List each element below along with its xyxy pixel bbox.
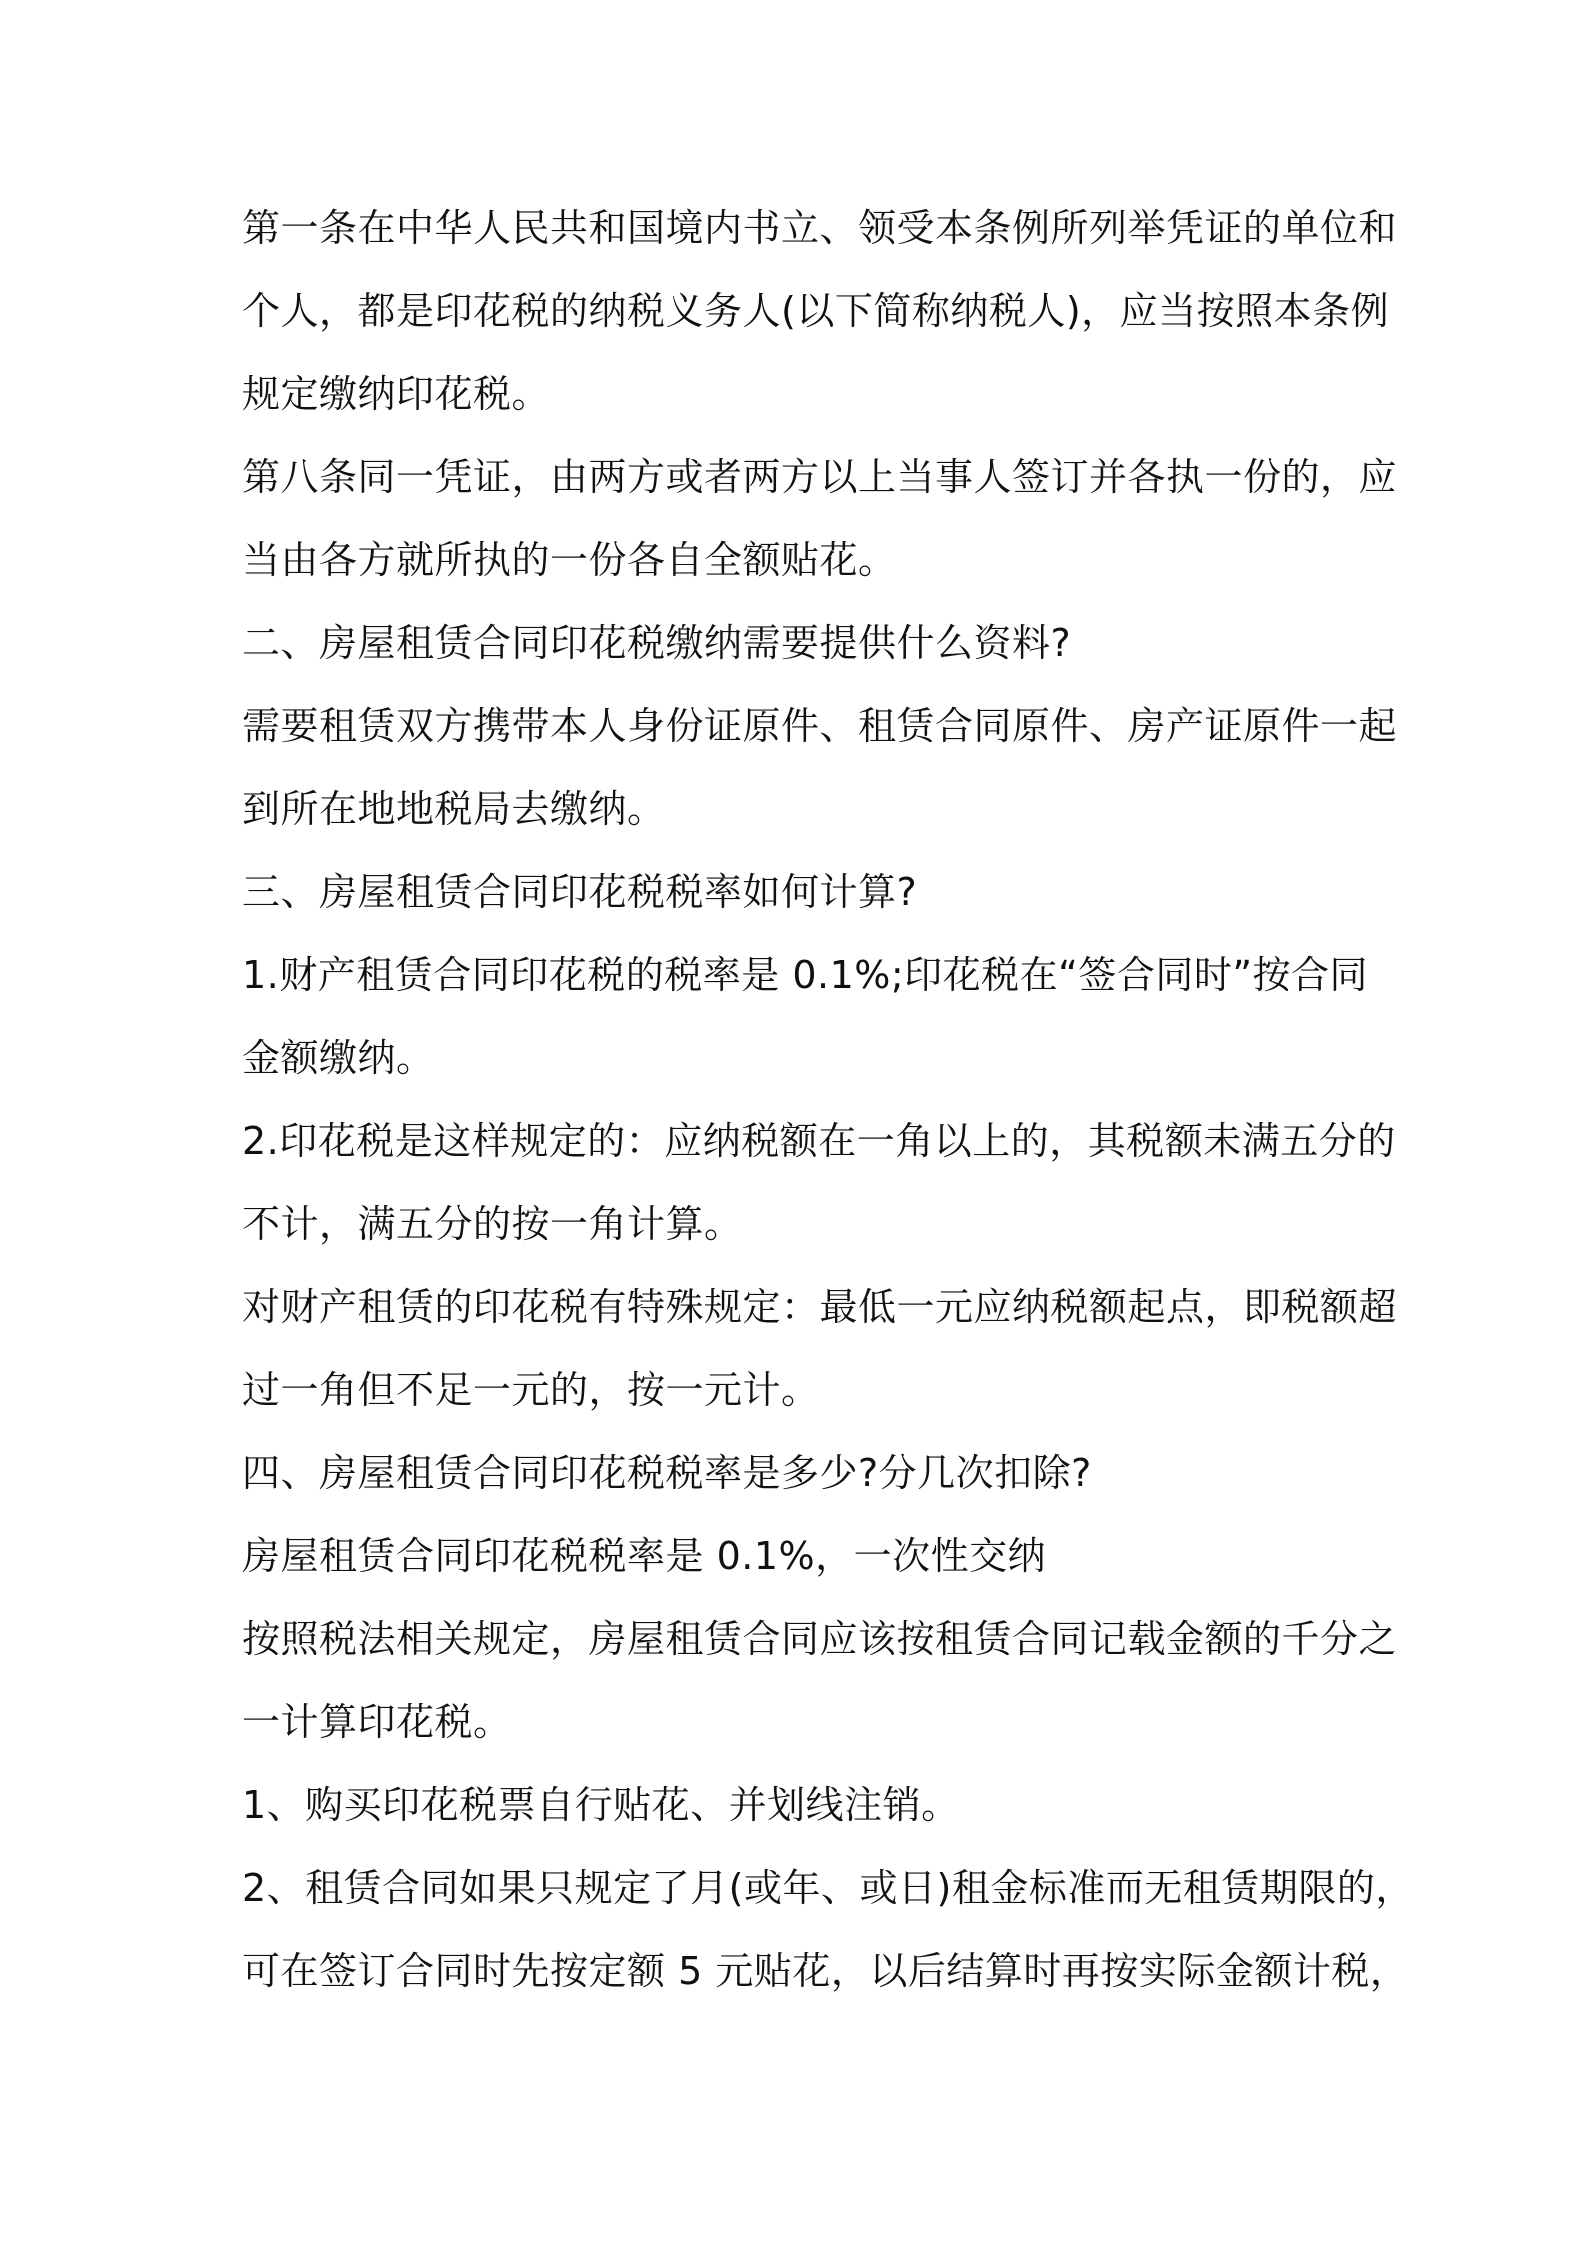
text-line: 当由各方就所执的一份各自全额贴花。 [242,538,897,582]
text-line: 三、房屋租赁合同印花税税率如何计算? [242,870,918,914]
text-line: 四、房屋租赁合同印花税税率是多少?分几次扣除? [242,1451,1092,1495]
text-line: 1.财产租赁合同印花税的税率是 0.1%;印花税在“签合同时”按合同 [242,953,1369,997]
text-line: 可在签订合同时先按定额 5 元贴花，以后结算时再按实际金额计税， [242,1949,1409,1993]
text-line: 1、购买印花税票自行贴花、并划线注销。 [242,1783,960,1827]
text-line: 不计，满五分的按一角计算。 [242,1202,743,1246]
text-line: 第一条在中华人民共和国境内书立、领受本条例所列举凭证的单位和 [242,206,1398,250]
text-line: 二、房屋租赁合同印花税缴纳需要提供什么资料? [242,621,1072,665]
text-line: 第八条同一凭证，由两方或者两方以上当事人签订并各执一份的，应 [242,455,1398,499]
text-line: 个人，都是印花税的纳税义务人(以下简称纳税人)，应当按照本条例 [242,289,1390,333]
text-line: 规定缴纳印花税。 [242,372,551,416]
text-line: 到所在地地税局去缴纳。 [242,787,666,831]
text-line: 2、租赁合同如果只规定了月(或年、或日)租金标准而无租赁期限的， [242,1866,1414,1910]
text-line: 需要租赁双方携带本人身份证原件、租赁合同原件、房产证原件一起 [242,704,1398,748]
text-line: 过一角但不足一元的，按一元计。 [242,1368,820,1412]
text-line: 房屋租赁合同印花税税率是 0.1%，一次性交纳 [242,1534,1047,1578]
text-line: 对财产租赁的印花税有特殊规定：最低一元应纳税额起点，即税额超 [242,1285,1398,1329]
text-line: 按照税法相关规定，房屋租赁合同应该按租赁合同记载金额的千分之 [242,1617,1398,1661]
text-line: 一计算印花税。 [242,1700,512,1744]
text-line: 2.印花税是这样规定的：应纳税额在一角以上的，其税额未满五分的 [242,1119,1396,1163]
text-line: 金额缴纳。 [242,1036,435,1080]
